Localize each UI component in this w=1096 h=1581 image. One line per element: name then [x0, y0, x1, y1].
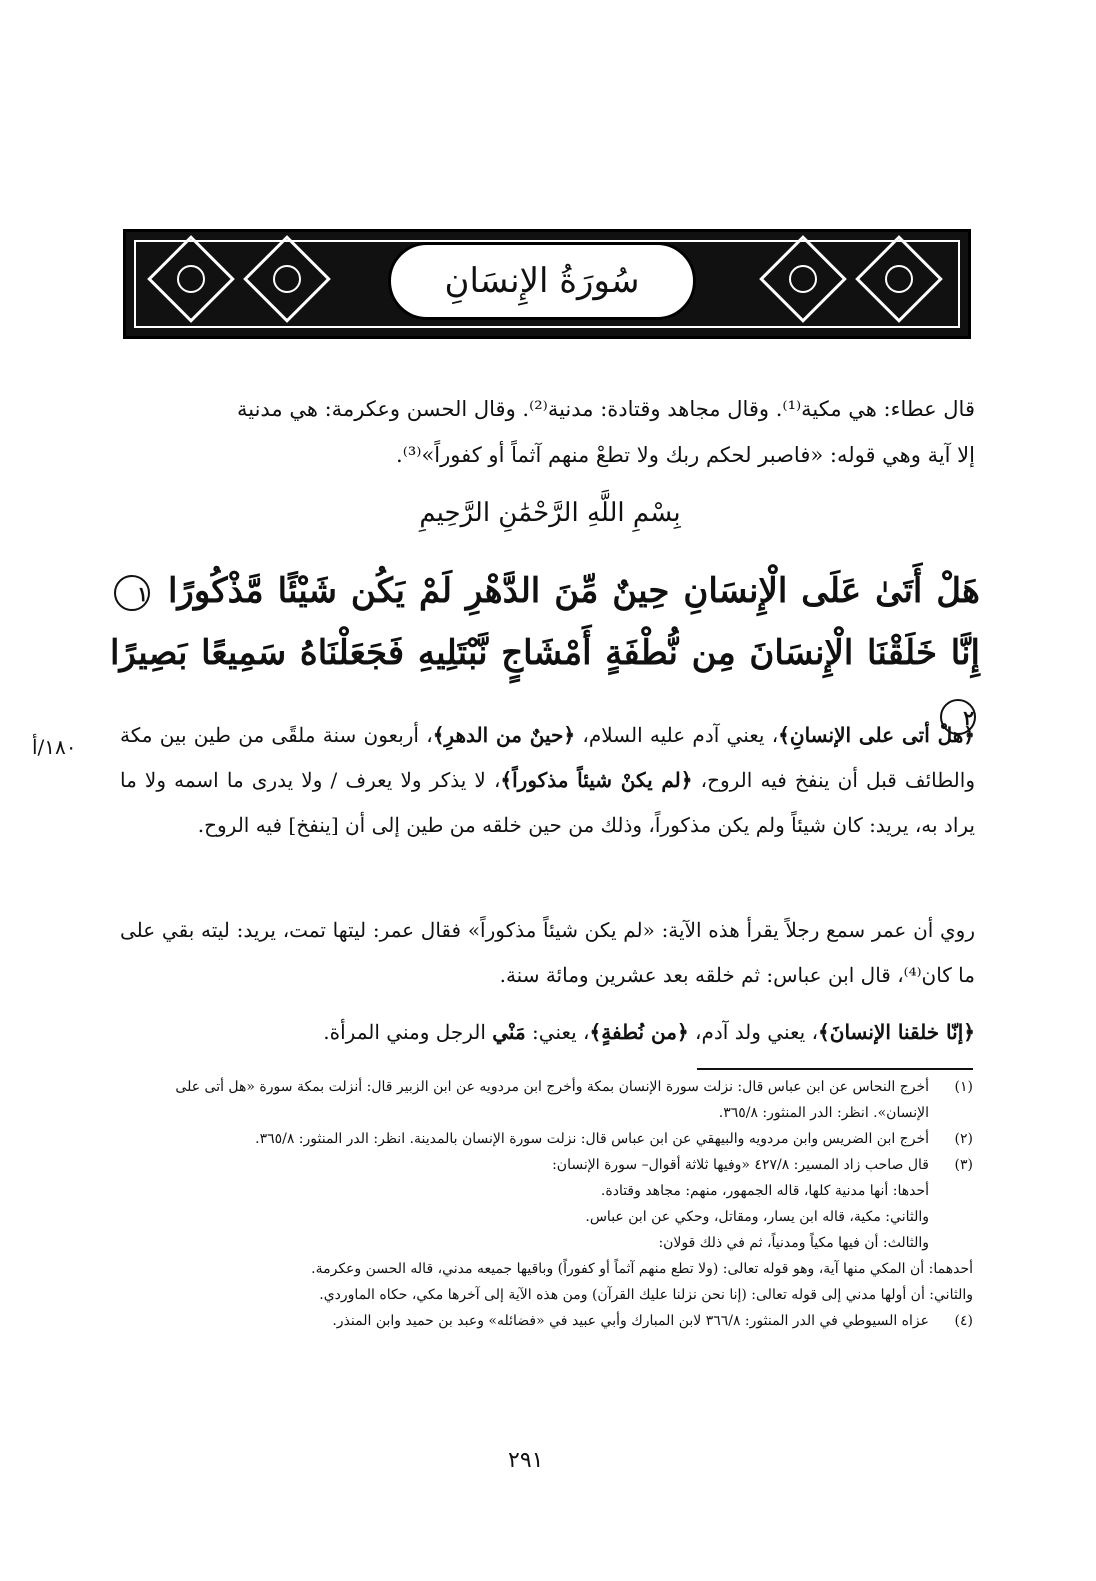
intro-line: قال عطاء: هي مكية⁽¹⁾. وقال مجاهد وقتادة: مدنية⁽²⁾. وقال الحسن وعكرمة: هي مدنية	[236, 397, 975, 421]
text: الرجل ومني المرأة.	[323, 1020, 493, 1044]
footnote-number: (٤)	[954, 1313, 973, 1329]
commentary-paragraph-2: روي أن عمر سمع رجلاً يقرأ هذه الآية: «لم يكن شيئاً مذكوراً» فقال عمر: ليتها تمت، يريد: ليته بقي على ما كان⁽⁴⁾، قال ابن عباس: ثم خلقه بعد عشرين ومائة سنة.	[120, 918, 975, 987]
quote: ﴿حينٌ من الدهرِ﴾	[432, 723, 576, 747]
quote: ﴿لم يكنْ شيئاً مذكوراً﴾	[500, 768, 693, 792]
footnote-divider	[697, 1068, 973, 1070]
text: ، يعني:	[525, 1020, 590, 1044]
footnotes	[118, 1074, 973, 1334]
emphasis: مَنْي	[492, 1020, 526, 1044]
manuscript-folio-note: ١٨٠/أ	[32, 735, 77, 759]
footnote-subline: أحدهما: أن المكي منها آية، وهو قوله تعالى: (ولا تطع منهم آثماً أو كفوراً) وباقيها جميعه مدني، قاله الحسن وعكرمة.	[311, 1261, 973, 1277]
footnote-number: (١)	[954, 1079, 973, 1095]
page-number: ٢٩١	[508, 1448, 544, 1473]
title-cartouche	[388, 242, 696, 320]
text: ، أربعون سنة ملقًى من طين بين مكة والطائف قبل أن ينفخ فيه الروح،	[120, 723, 975, 792]
footnote-subline: والثاني: أن أولها مدني إلى قوله تعالى: (إنا نحن نزلنا عليك القرآن) ومن هذه الآية إلى آخرها مكي، حكاه الماوردي.	[319, 1287, 973, 1303]
quote: ﴿إنّا خلقنا الإنسانَ﴾	[818, 1020, 975, 1044]
footnote-number: (٣)	[954, 1157, 973, 1173]
footnote-text: أخرج ابن الضريس وابن مردويه والبيهقي عن ابن عباس قال: نزلت سورة الإنسان بالمدينة. انظر: الدر المنثور: ٣٦٥/٨.	[255, 1131, 929, 1147]
footnote	[118, 1308, 973, 1334]
footnote-subline: أحدها: أنها مدنية كلها، قاله الجمهور، منهم: مجاهد وقتادة.	[600, 1183, 929, 1199]
surah-title: سُورَةُ الإِنسَانِ	[444, 261, 640, 301]
commentary-paragraph-1	[120, 713, 975, 848]
ayah-number-icon: ٢	[940, 699, 976, 735]
text: ، يعني ولد آدم،	[688, 1020, 819, 1044]
surah-header-ornament	[123, 229, 971, 339]
verse-text: هَلْ أَتَىٰ عَلَى الْإِنسَانِ حِينٌ مِّنَ الدَّهْرِ لَمْ يَكُن شَيْئًا مَّذْكُورًا	[167, 571, 980, 611]
footnote	[118, 1074, 973, 1126]
basmala: بِسْمِ اللَّهِ الرَّحْمَٰنِ الرَّحِيمِ	[419, 498, 681, 528]
ayah-number-icon: ١	[114, 575, 150, 611]
quote: ﴿هلْ أتى على الإنسانِ﴾	[778, 723, 976, 747]
footnote-number: (٢)	[954, 1131, 973, 1147]
text: ، يعني آدم عليه السلام،	[575, 723, 779, 747]
quote: ﴿من نُطفةٍ﴾	[589, 1020, 689, 1044]
footnote-subline: والثالث: أن فيها مكياً ومدنياً، ثم في ذلك قولان:	[658, 1235, 929, 1251]
commentary-paragraph-3	[120, 1010, 975, 1055]
footnote-text: عزاه السيوطي في الدر المنثور: ٣٦٦/٨ لابن المبارك وأبي عبيد في «فضائله» وعبد بن حميد وابن المنذر.	[332, 1313, 929, 1329]
intro-line: إلا آية وهي قوله: «فاصبر لحكم ربك ولا تطعْ منهم آثماً أو كفوراً»⁽³⁾.	[396, 443, 975, 467]
text: ، لا يذكر ولا يعرف / ولا يدرى ما اسمه ولا ما يراد به، يريد: كان شيئاً ولم يكن مذكوراً، وذلك من حين خلقه من طين إلى أن [ينفخ] فيه الروح.	[120, 768, 975, 837]
footnote	[118, 1152, 973, 1178]
footnote-subline: والثاني: مكية، قاله ابن يسار، ومقاتل، وحكي عن ابن عباس.	[585, 1209, 929, 1225]
footnote-text: أخرج النحاس عن ابن عباس قال: نزلت سورة الإنسان بمكة وأخرج ابن مردويه عن ابن الزبير قال: أنزلت بمكة سورة «هل أتى على الإنسان». انظر: الدر المنثور: ٣٦٥/٨.	[175, 1079, 929, 1121]
footnote	[118, 1126, 973, 1152]
intro-paragraph	[120, 386, 975, 478]
verse-text: إِنَّا خَلَقْنَا الْإِنسَانَ مِن نُّطْفَةٍ أَمْشَاجٍ نَّبْتَلِيهِ فَجَعَلْنَاهُ سَمِيعًا بَصِيرًا	[110, 633, 980, 673]
footnote-text: قال صاحب زاد المسير: ٤٢٧/٨ «وفيها ثلاثة أقوال– سورة الإنسان:	[552, 1157, 929, 1173]
